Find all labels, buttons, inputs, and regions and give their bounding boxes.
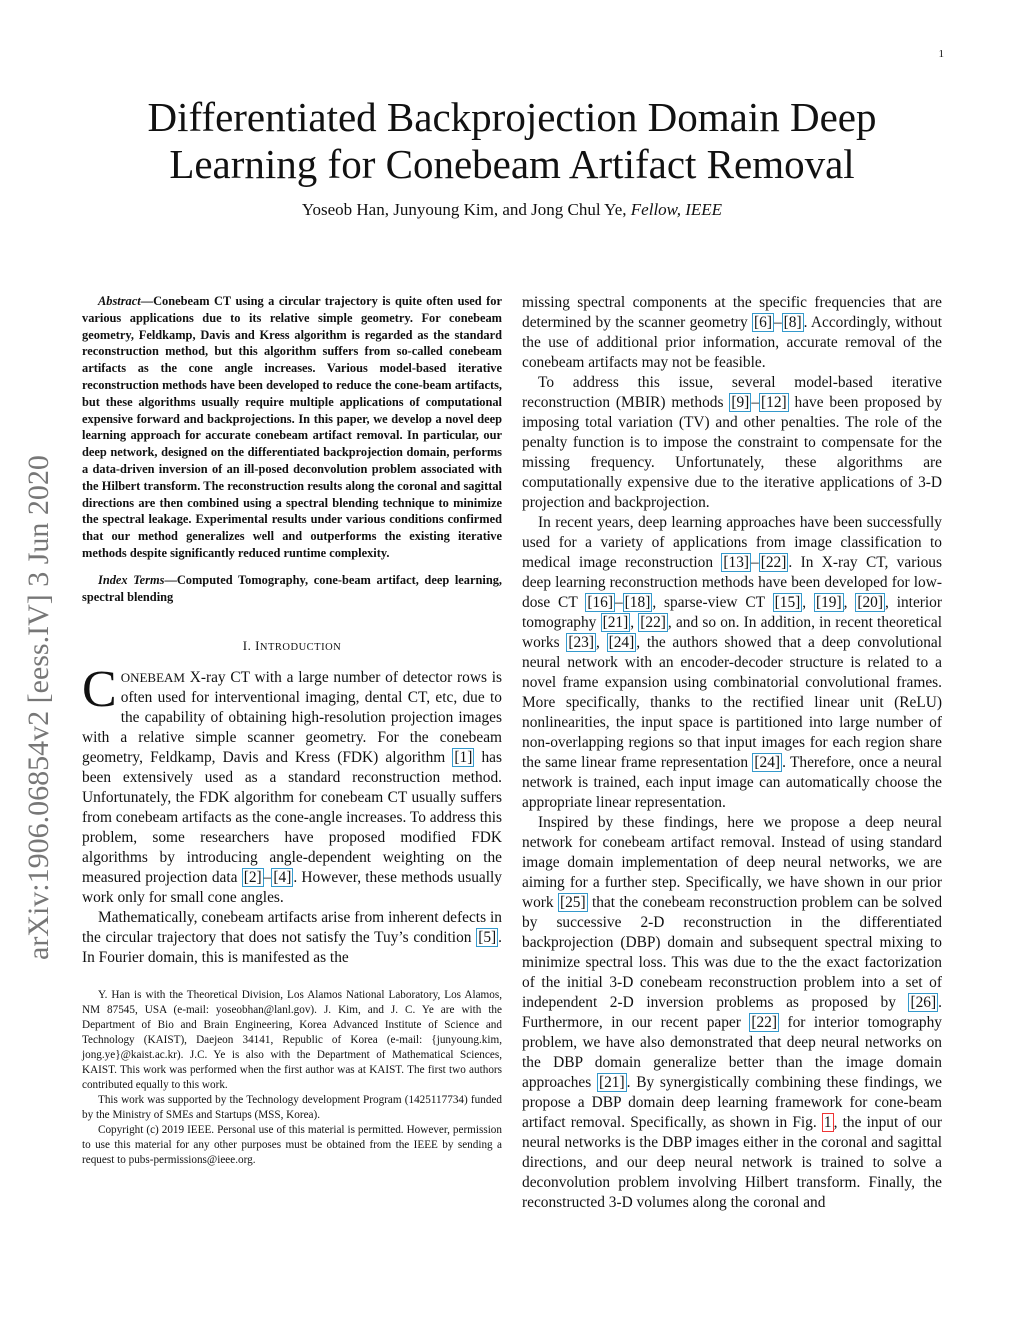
body-text: Inspired by these findings, here we propose a deep neural network for conebeam artifact removal. Instead of using standard image domain implementation of deep neural networks, we are aiming for a further step. Specifically, we have shown in our prior work	[522, 814, 942, 911]
citation-link[interactable]: [22]	[751, 1014, 777, 1031]
citation-link[interactable]: [13]	[723, 554, 750, 571]
citation-link[interactable]: [16]	[587, 594, 613, 611]
citation-link[interactable]: [25]	[559, 894, 586, 911]
dash: –	[263, 869, 272, 887]
body-text: , sparse-view CT	[652, 594, 773, 611]
intro-text: . However, these methods usually work only for small cone angles.	[82, 869, 502, 907]
comma: ,	[630, 614, 639, 631]
body-paragraph-3	[522, 513, 942, 813]
footnote-funding: This work was supported by the Technology development Program (1425117734) funded by the Ministry of SMEs and Startups (MSS, Korea).	[82, 1094, 502, 1122]
page-number: 1	[938, 48, 944, 60]
body-text: . In X-ray CT, various deep learning reconstruction methods have been developed for low-dose CT	[522, 554, 942, 611]
body-text: . Therefore, once a neural network is trained, each input image can automatically choose the appropriate linear representation.	[522, 754, 942, 811]
abstract	[82, 293, 502, 562]
citation-link[interactable]: [15]	[774, 594, 801, 611]
authors: Yoseob Han, Junyoung Kim, and Jong Chul Ye,	[301, 200, 627, 219]
body-text: , the input of our neural networks is the DBP images either in the coronal and sagittal directions, and our deep neural network is trained to solve a deconvolution problem involving Hilbert transform. Finally, the reconstructed 3-D volumes along the coronal and	[522, 1114, 942, 1211]
right-column	[522, 293, 942, 1213]
citation-link[interactable]: [4]	[273, 869, 292, 887]
abstract-lead: Abstract	[98, 294, 141, 308]
intro-text: . In Fourier domain, this is manifested as the	[82, 929, 502, 967]
body-text: for interior tomography problem, we have also demonstrated that deep neural networks on the DBP domain generalize better than the image domain approaches	[522, 1014, 942, 1091]
body-text: that the conebeam reconstruction problem can be solved by successive 2-D reconstruction in the differentiated backprojection (DBP) domain and subsequent spectral mixing to minimize spectral loss. This was due to the the exact factorization of the initial 3-D conebeam reconstruction problem into a set of independent 2-D inversion problems as proposed by	[522, 894, 943, 1011]
arxiv-watermark: arXiv:1906.06854v2 [eess.IV] 3 Jun 2020	[22, 455, 55, 960]
citation-link[interactable]: [22]	[640, 614, 666, 631]
abstract-text: —Conebeam CT using a circular trajectory is quite often used for various applications due to its relative simple geometry. For conebeam geometry, Feldkamp, Davis and Kress algorithm is regarded as the standard reconstruction method, but this algorithm suffers from so-called conebeam artifacts as the cone angle increases. Various model-based iterative reconstruction methods have been developed to reduce the cone-beam artifacts, but these algorithms usually require multiple applications of computational expensive forward and backprojections. In this paper, we develop a novel deep learning approach for accurate conebeam artifact removal. In particular, our deep network, designed on the differentiated backprojection domain, performs a data-driven inversion of an ill-posed deconvolution problem associated with the Hilbert transform. The reconstruction results along the coronal and sagittal directions are then combined using a spectral blending technique to minimize the spectral leakage. Experimental results under various conditions confirmed that our method generalizes well and outperforms the existing iterative methods despite significantly reduced runtime complexity.	[82, 294, 502, 560]
section-rest: NTRODUCTION	[259, 642, 342, 654]
cap-rest: ONEBEAM	[120, 670, 185, 686]
author-line	[80, 200, 944, 220]
section-cap: I	[255, 638, 260, 654]
body-text: missing spectral components at the specific frequencies that are determined by the scanner geometry	[522, 294, 942, 331]
left-column	[82, 293, 502, 1168]
citation-link[interactable]: [22]	[760, 554, 787, 571]
paper-title: Differentiated Backprojection Domain Deep Learning for Conebeam Artifact Removal	[147, 94, 877, 187]
citation-link[interactable]: [6]	[754, 314, 772, 331]
intro-text: X-ray CT with a large number of detector rows is often used for interventional imaging, dental CT, etc, due to the capability of obtaining high-resolution projection images with a relative simple scanner geometry. For the conebeam geometry, Feldkamp, Davis and Kress (FDK) algorithm	[82, 669, 502, 767]
dash: –	[751, 554, 759, 571]
index-terms-lead: Index Terms	[98, 572, 165, 587]
citation-link[interactable]: [8]	[783, 314, 802, 331]
body-text: have been proposed by imposing total variation (TV) and other penalties. The role of the penalty function is to impose the constraint to compensate for the missing frequency. Unfortunately, these algorithms are computationally expensive due to the iterative applications of 3-D projection and backprojection.	[522, 394, 943, 511]
citation-link[interactable]: [19]	[815, 594, 842, 611]
citation-link[interactable]: [21]	[602, 614, 629, 631]
comma: ,	[843, 594, 856, 611]
index-terms	[82, 572, 502, 606]
index-terms-text: —Computed Tomography, cone-beam artifact, deep learning, spectral blending	[82, 572, 502, 604]
body-text: In recent years, deep learning approaches have been successfully used for a variety of applications from image classification to medical image reconstruction	[522, 514, 942, 571]
citation-link[interactable]: [18]	[624, 594, 651, 611]
citation-link[interactable]: [20]	[857, 594, 883, 611]
citation-link[interactable]: [26]	[910, 994, 937, 1011]
dash: –	[614, 594, 623, 611]
body-paragraph-1	[522, 293, 942, 373]
author-fellow: Fellow, IEEE	[630, 200, 723, 219]
citation-link[interactable]: [24]	[608, 634, 635, 651]
citation-link[interactable]: [1]	[454, 749, 473, 767]
citation-link[interactable]: [21]	[598, 1074, 625, 1091]
intro-text: Mathematically, conebeam artifacts arise from inherent defects in the circular trajectory that does not satisfy the Tuy’s condition	[82, 909, 502, 947]
intro-text: has been extensively used as a standard reconstruction method. Unfortunately, the FDK algorithm for conebeam CT usually suffers from conebeam artifacts as the cone-angle increases. To address this problem, some researchers have proposed modified FDK algorithms by introducing angle-dependent weighting on the measured projection data	[82, 749, 503, 887]
section-heading	[82, 636, 502, 658]
body-text: , the authors showed that a deep convolutional neural network with an encoder-decoder structure is related to a novel frame expansion using combinatorial convolutional frames. More specifically, thanks to the rectified linear unit (ReLU) nonlinearities, the input space is partitioned into large number of non-overlapping regions so that input images for each region share the same linear frame representation	[522, 634, 942, 771]
footnotes	[82, 988, 502, 1168]
drop-cap: C	[82, 661, 117, 719]
citation-link[interactable]: [2]	[243, 869, 262, 887]
body-text: To address this issue, several model-based iterative reconstruction (MBIR) methods	[522, 374, 942, 411]
body-text: , interior tomography	[522, 594, 942, 631]
comma: ,	[802, 594, 814, 611]
citation-link[interactable]: [12]	[761, 394, 787, 411]
intro-paragraph-2	[82, 908, 502, 968]
figure-link[interactable]: 1	[823, 1114, 832, 1131]
body-paragraph-2	[522, 373, 942, 513]
citation-link[interactable]: [5]	[478, 929, 497, 947]
body-paragraph-4	[522, 813, 942, 1213]
dash: –	[773, 314, 782, 331]
comma: ,	[596, 634, 607, 651]
citation-link[interactable]: [23]	[568, 634, 595, 651]
body-text: . Accordingly, without the use of additional prior information, accurate removal of the conebeam artifacts may not be feasible.	[522, 314, 942, 371]
body-text: . By synergistically combining these findings, we propose a DBP domain deep learning framework for cone-beam artifact removal. Specifically, as shown in Fig.	[522, 1074, 942, 1131]
dash: –	[751, 394, 760, 411]
section-number: I.	[242, 638, 252, 654]
body-text: . Furthermore, in our recent paper	[522, 994, 942, 1031]
citation-link[interactable]: [24]	[754, 754, 781, 771]
footnote-affiliations: Y. Han is with the Theoretical Division, Los Alamos National Laboratory, Los Alamos, NM 87545, USA (e-mail: yoseobhan@lanl.gov). J. Kim, and J. C. Ye are with the Department of Bio and Brain Engineering, Korea Advanced Institute of Science and Technology (KAIST), Daejeon 34141, Republic of Korea (e-mail: {junyoung.kim, jong.ye}@kaist.ac.kr). J.C. Ye is also with the Department of Mathematical Sciences, KAIST. This work was performed when the first author was at KAIST. The first two authors contributed equally to this work.	[82, 989, 502, 1092]
body-text: , and so on. In addition, in recent theoretical works	[522, 614, 942, 651]
citation-link[interactable]: [9]	[731, 394, 750, 411]
intro-paragraph-1	[82, 661, 503, 908]
footnote-copyright: Copyright (c) 2019 IEEE. Personal use of this material is permitted. However, permission to use this material for any other purposes must be obtained from the IEEE by sending a request to pubs-permissions@ieee.org.	[82, 1124, 502, 1167]
